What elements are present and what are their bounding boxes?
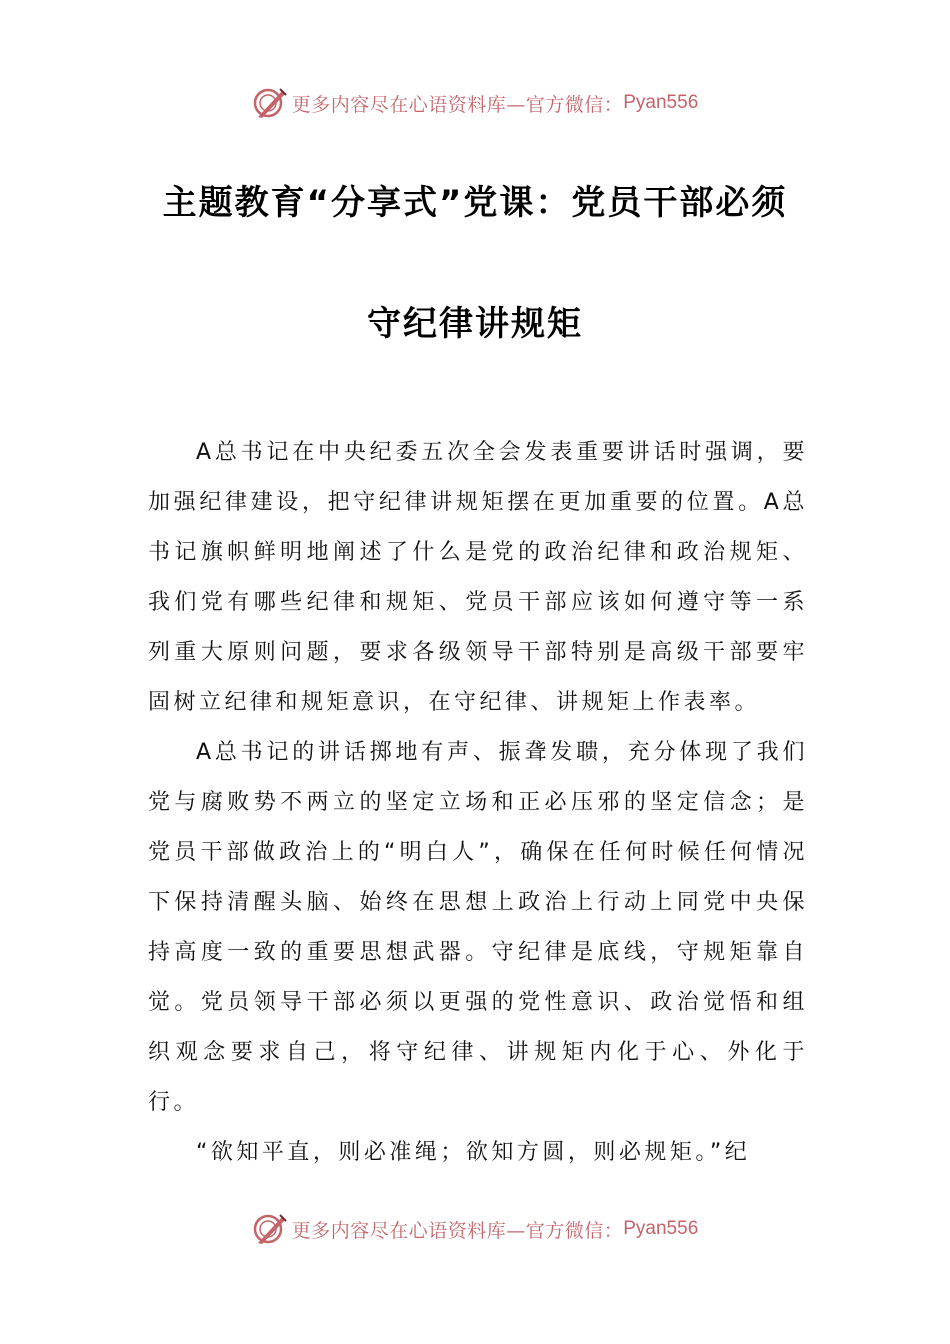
watermark-wechat-id: Pyan556	[623, 1218, 699, 1239]
paragraph: A总书记在中央纪委五次全会发表重要讲话时强调，要加强纪律建设，把守纪律讲规矩摆在更加重要的位置。A总书记旗帜鲜明地阐述了什么是党的政治纪律和政治规矩、我们党有哪些纪律和规矩、党员干部应该如何遵守等一系列重大原则问题，要求各级领导干部特别是高级干部要牢固树立纪律和规矩意识，在守纪律、讲规矩上作表率。	[148, 440, 808, 715]
paragraph: A总书记的讲话掷地有声、振聋发聩，充分体现了我们党与腐败势不两立的坚定立场和正必压邪的坚定信念；是党员干部做政治上的“明白人”，确保在任何时候任何情况下保持清醒头脑、始终在思想上政治上行动上同党中央保持高度一致的重要思想武器。守纪律是底线，守规矩靠自觉。党员领导干部必须以更强的党性意识、政治觉悟和组织观念要求自己，将守纪律、讲规矩内化于心、外化于行。	[148, 740, 808, 1115]
watermark-text: 更多内容尽在心语资料库—官方微信：	[291, 93, 624, 116]
document-title-line-2: 守纪律讲规矩	[367, 304, 583, 344]
paragraph: “欲知平直，则必准绳；欲知方圆，则必规矩。”纪	[196, 1140, 751, 1165]
document-body	[148, 428, 808, 1178]
watermark-wechat-id: Pyan556	[623, 92, 699, 113]
watermark-text: 更多内容尽在心语资料库—官方微信：	[291, 1219, 624, 1242]
quill-logo-icon	[252, 1211, 288, 1247]
footer-watermark	[0, 1209, 950, 1249]
document-title-line-1: 主题教育“分享式”党课：党员干部必须	[162, 183, 788, 223]
quill-logo-icon	[252, 85, 288, 121]
header-watermark	[0, 83, 950, 123]
